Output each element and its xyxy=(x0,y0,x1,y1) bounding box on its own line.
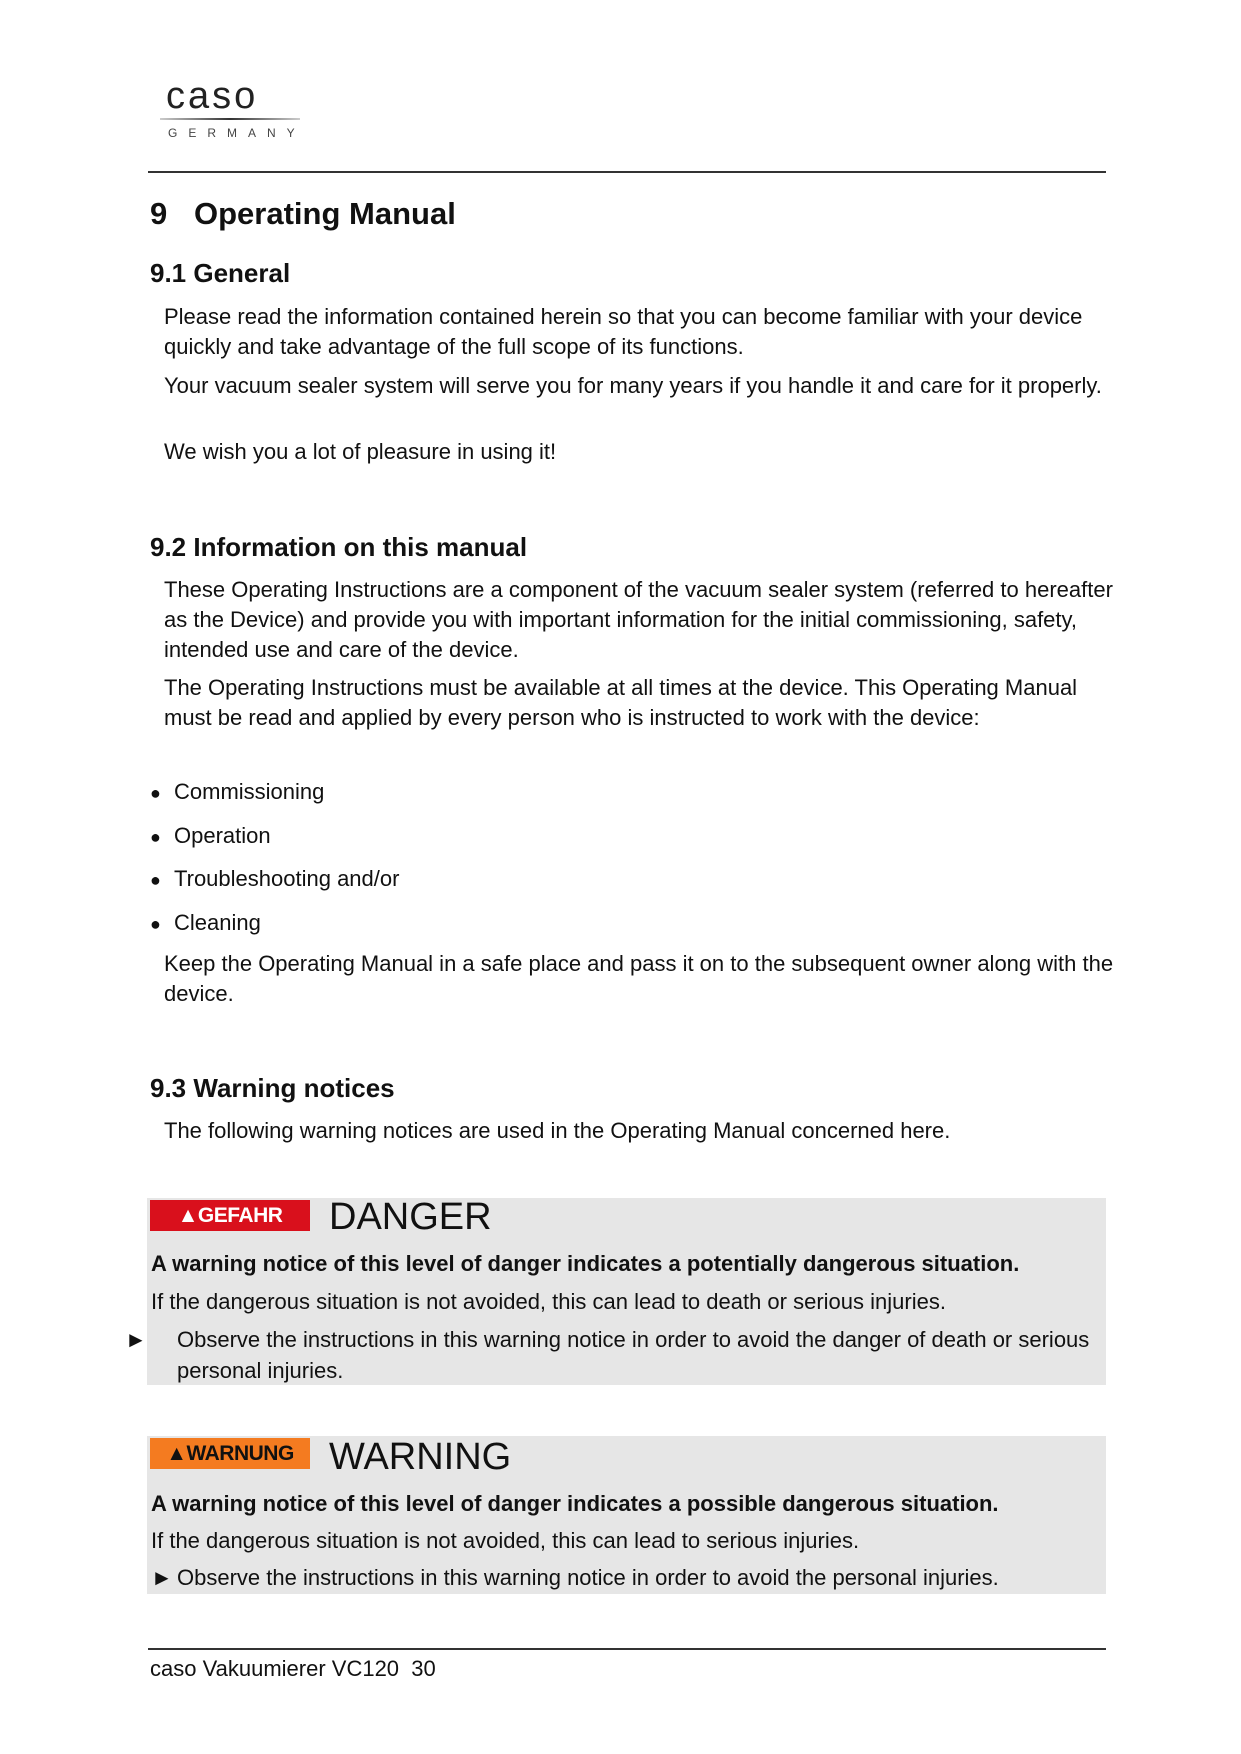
arrow-right-icon: ► xyxy=(125,1327,147,1352)
footer-text: caso Vakuumierer VC120 xyxy=(150,1656,400,1681)
list-item: ● Troubleshooting and/or xyxy=(150,866,400,891)
notice-title: WARNING xyxy=(329,1436,512,1478)
warnung-label: ▲WARNUNG xyxy=(150,1438,310,1469)
list-item: ● Cleaning xyxy=(150,910,261,935)
header-rule xyxy=(148,171,1106,173)
chapter-title: Operating Manual xyxy=(194,196,456,231)
list-item: ● Operation xyxy=(150,823,271,848)
paragraph: These Operating Instructions are a component of the vacuum sealer system (referred to hereafter as the Device) and provide you with important information for the initial commissioning, safety, intended use and care of the device. xyxy=(164,577,1113,662)
paragraph: Please read the information contained herein so that you can become familiar with your device quickly and take advantage of the full scope of its functions. xyxy=(164,304,1083,359)
section-heading: 9.1 General xyxy=(150,258,291,288)
caso-logo xyxy=(160,70,310,150)
notice-text: If the dangerous situation is not avoided, this can lead to death or serious injuries. xyxy=(151,1289,946,1314)
logo-subtitle: GERMANY xyxy=(168,126,306,140)
paragraph: Keep the Operating Manual in a safe place and pass it on to the subsequent owner along with the device. xyxy=(164,951,1114,1006)
arrow-right-icon: ► xyxy=(151,1565,173,1590)
paragraph: Your vacuum sealer system will serve you for many years if you handle it and care for it properly. xyxy=(164,373,1102,398)
logo-wordmark: caso xyxy=(166,75,259,117)
list-item: ● Commissioning xyxy=(150,779,325,804)
page-number: 30 xyxy=(411,1656,436,1681)
gefahr-label: ▲GEFAHR xyxy=(150,1200,310,1231)
danger-notice xyxy=(125,1196,1106,1385)
chapter-number: 9 xyxy=(150,196,168,231)
footer xyxy=(150,1655,436,1683)
warning-notice xyxy=(147,1436,1106,1594)
notice-action: ► Observe the instructions in this warning notice in order to avoid the danger of death or serious personal injuries. xyxy=(151,1324,1101,1386)
warning-triangle-icon: ▲ xyxy=(177,1204,198,1227)
paragraph: The Operating Instructions must be available at all times at the device. This Operating Manual must be read and applied by every person who is instructed to work with the device: xyxy=(164,675,1078,730)
notice-summary: A warning notice of this level of danger indicates a potentially dangerous situation. xyxy=(151,1251,1020,1276)
logo-underline xyxy=(160,118,300,120)
notice-action: ► Observe the instructions in this warning notice in order to avoid the personal injuries. xyxy=(151,1562,1101,1593)
footer-rule xyxy=(148,1648,1106,1650)
notice-title: DANGER xyxy=(329,1196,492,1238)
warning-triangle-icon: ▲ xyxy=(166,1442,187,1465)
section-heading: 9.2 Information on this manual xyxy=(150,532,528,562)
paragraph: We wish you a lot of pleasure in using it! xyxy=(164,439,557,464)
notice-summary: A warning notice of this level of danger indicates a possible dangerous situation. xyxy=(151,1491,999,1516)
chapter-heading xyxy=(150,196,456,232)
paragraph: The following warning notices are used in the Operating Manual concerned here. xyxy=(164,1118,951,1143)
section-heading: 9.3 Warning notices xyxy=(150,1073,395,1103)
notice-text: If the dangerous situation is not avoided, this can lead to serious injuries. xyxy=(151,1528,860,1553)
